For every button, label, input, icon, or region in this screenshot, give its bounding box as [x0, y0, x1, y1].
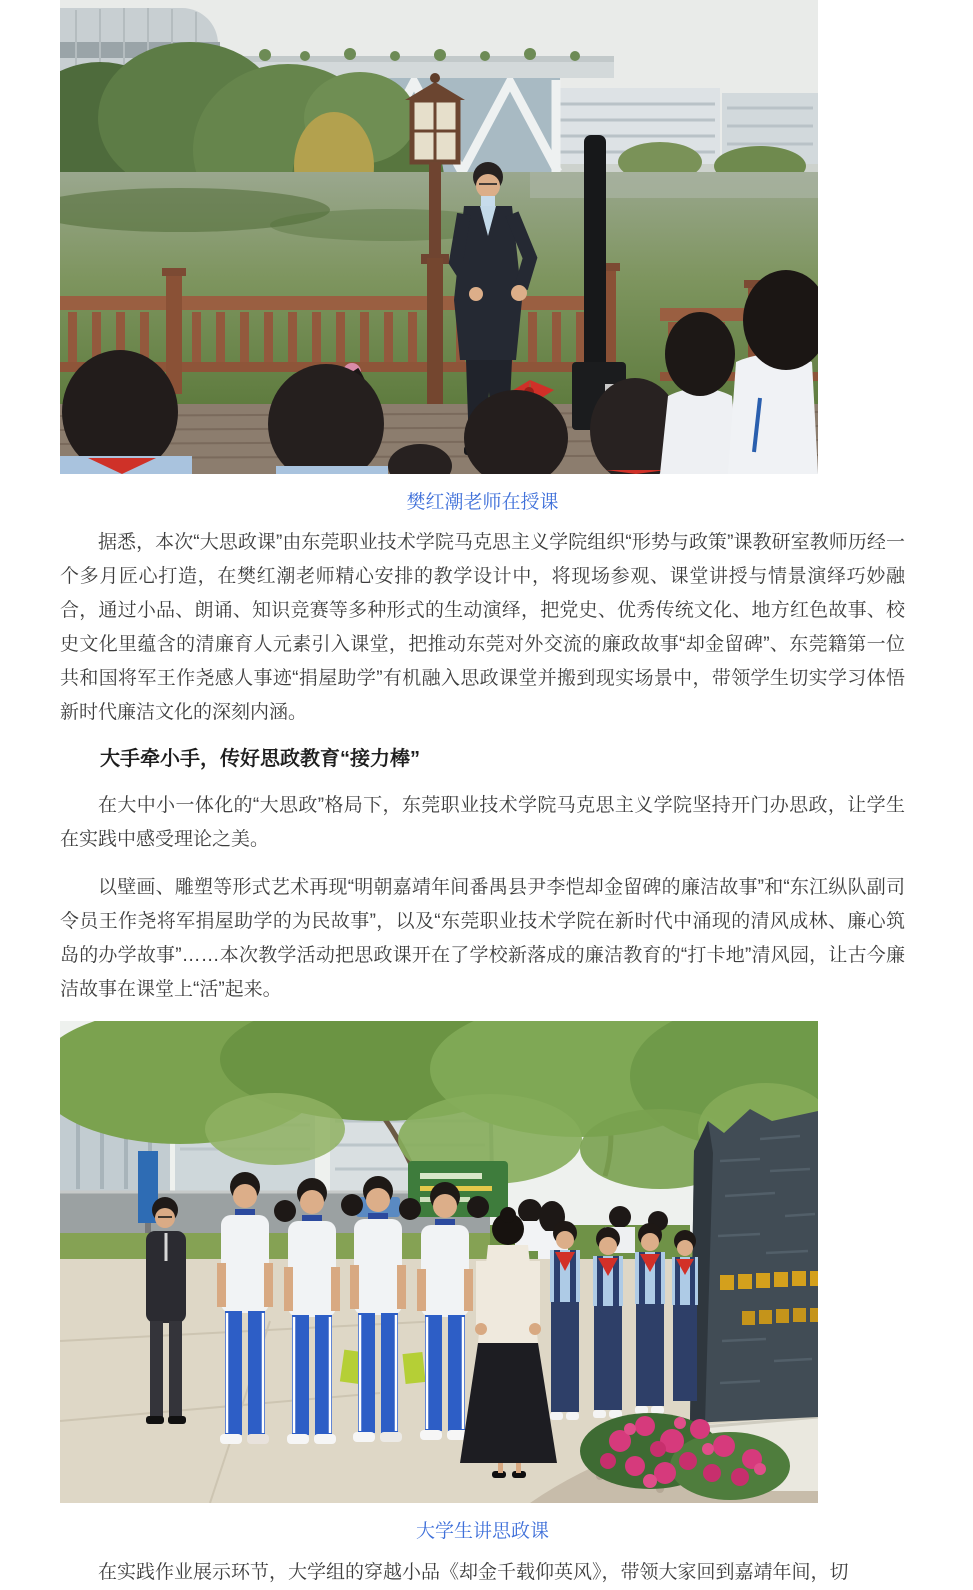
photo-teacher-lecture-illustration [60, 0, 818, 474]
paragraph-3: 以壁画、雕塑等形式艺术再现“明朝嘉靖年间番禺县尹李恺却金留碑的廉洁故事”和“东江纵队副司令员王作尧将军捐屋助学的为民故事”，以及“东莞职业技术学院在新时代中涌现的清风成林、廉心筑岛的办学故事”……本次教学活动把思政课开在了学校新落成的廉洁教育的“打卡地”清风园，让古今廉洁故事在课堂上“活”起来。 [60, 877, 905, 1000]
photo-monument-illustration [60, 1021, 818, 1503]
photo-caption-2: 大学生讲思政课 [415, 1521, 549, 1542]
paragraph-2: 在大中小一体化的“大思政”格局下，东莞职业技术学院马克思主义学院坚持开门办思政，让学生在实践中感受理论之美。 [60, 795, 905, 850]
green-sign [408, 1161, 508, 1217]
paragraph-4: 在实践作业展示环节，大学组的穿越小品《却金千载仰英风》，带领大家回到嘉靖年间，切 [98, 1562, 849, 1583]
photo-caption-1: 樊红潮老师在授课 [406, 492, 559, 513]
photo-monument-visit [60, 1021, 818, 1503]
paragraph-1: 据悉，本次“大思政课”由东莞职业技术学院马克思主义学院组织“形势与政策”课教研室教师历经一个多月匠心打造，在樊红潮老师精心安排的教学设计中，将现场参观、课堂讲授与情景演绎巧妙融合，通过小品、朗诵、知识竞赛等多种形式的生动演绎，把党史、优秀传统文化、地方红色故事、校史文化里蕴含的清廉育人元素引入课堂，把推动东莞对外交流的廉政故事“却金留碑”、东莞籍第一位共和国将军王作尧感人事迹“捐屋助学”有机融入思政课堂并搬到现实场景中，带领学生切实学习体悟新时代廉洁文化的深刻内涵。 [60, 532, 905, 723]
section-heading: 大手牵小手，传好思政教育“接力棒” [100, 748, 420, 770]
photo-teacher-lecture [60, 0, 818, 474]
